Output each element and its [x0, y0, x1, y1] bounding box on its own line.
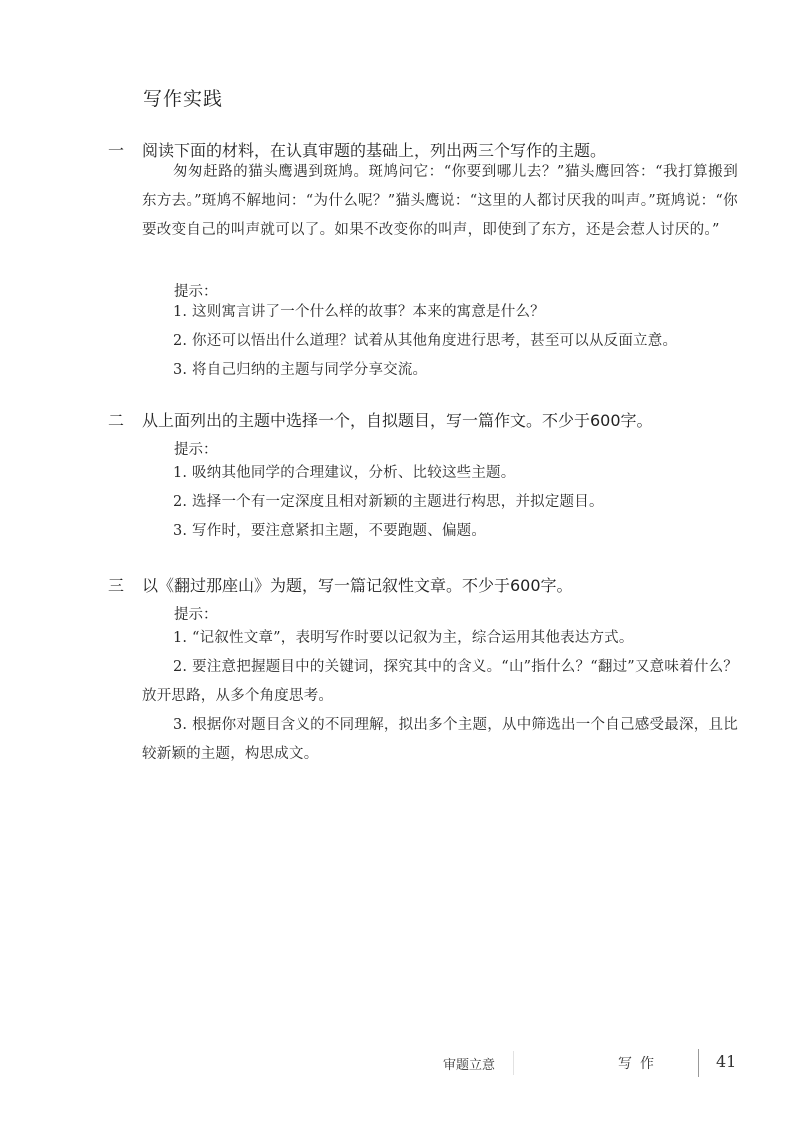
footer-divider — [698, 1049, 699, 1077]
hint-label: 提示： — [174, 607, 218, 623]
hint-list — [142, 298, 738, 385]
hint-item: 2. 要注意把握题目中的关键词，探究其中的含义。“山”指什么？“翻过”又意味着什么？放开思路，从多个角度思考。 — [142, 659, 738, 704]
hint-list — [142, 624, 738, 769]
page-footer — [0, 1048, 800, 1078]
page-number: 41 — [716, 1052, 737, 1071]
hint-label: 提示： — [174, 442, 218, 458]
hint-item: 1. 吸纳其他同学的合理建议，分析、比较这些主题。 — [173, 465, 516, 481]
exercise-number: 二 — [108, 411, 125, 430]
hint-item: 2. 你还可以悟出什么道理？试着从其他角度进行思考，甚至可以从反面立意。 — [173, 333, 678, 349]
footer-unit-title: 写作 — [618, 1056, 662, 1072]
hint-item: 3. 将自己归纳的主题与同学分享交流。 — [173, 362, 428, 378]
exercise-prompt: 从上面列出的主题中选择一个，自拟题目，写一篇作文。不少于600字。 — [142, 411, 653, 430]
exercise-prompt: 以《翻过那座山》为题，写一篇记叙性文章。不少于600字。 — [142, 576, 573, 595]
hint-list — [142, 459, 738, 546]
hint-item: 3. 根据你对题目含义的不同理解，拟出多个主题，从中筛选出一个自己感受最深，且比较新颖的主题，构思成文。 — [142, 717, 738, 762]
exercise-number: 一 — [108, 141, 125, 160]
exercise-prompt: 阅读下面的材料，在认真审题的基础上，列出两三个写作的主题。 — [142, 141, 607, 160]
hint-label: 提示： — [174, 284, 218, 300]
exercise-number: 三 — [108, 576, 125, 595]
footer-lesson-title: 审题立意 — [443, 1058, 496, 1073]
footer-divider — [513, 1051, 514, 1075]
hint-item: 3. 写作时，要注意紧扣主题，不要跑题、偏题。 — [173, 523, 487, 539]
hint-item: 1. “记叙性文章”，表明写作时要以记叙为主，综合运用其他表达方式。 — [173, 630, 634, 646]
reading-material: 匆匆赶路的猫头鹰遇到斑鸠。斑鸠问它：“你要到哪儿去？”猫头鹰回答：“我打算搬到东方去。”斑鸠不解地问：“为什么呢？”猫头鹰说：“这里的人都讨厌我的叫声。”斑鸠说：“你要改变自己的叫声就可以了。如果不改变你的叫声，即使到了东方，还是会惹人讨厌的。” — [142, 164, 738, 238]
hint-item: 1. 这则寓言讲了一个什么样的故事？本来的寓意是什么？ — [173, 304, 545, 320]
section-title: 写作实践 — [143, 88, 224, 110]
hint-item: 2. 选择一个有一定深度且相对新颖的主题进行构思，并拟定题目。 — [173, 494, 604, 510]
